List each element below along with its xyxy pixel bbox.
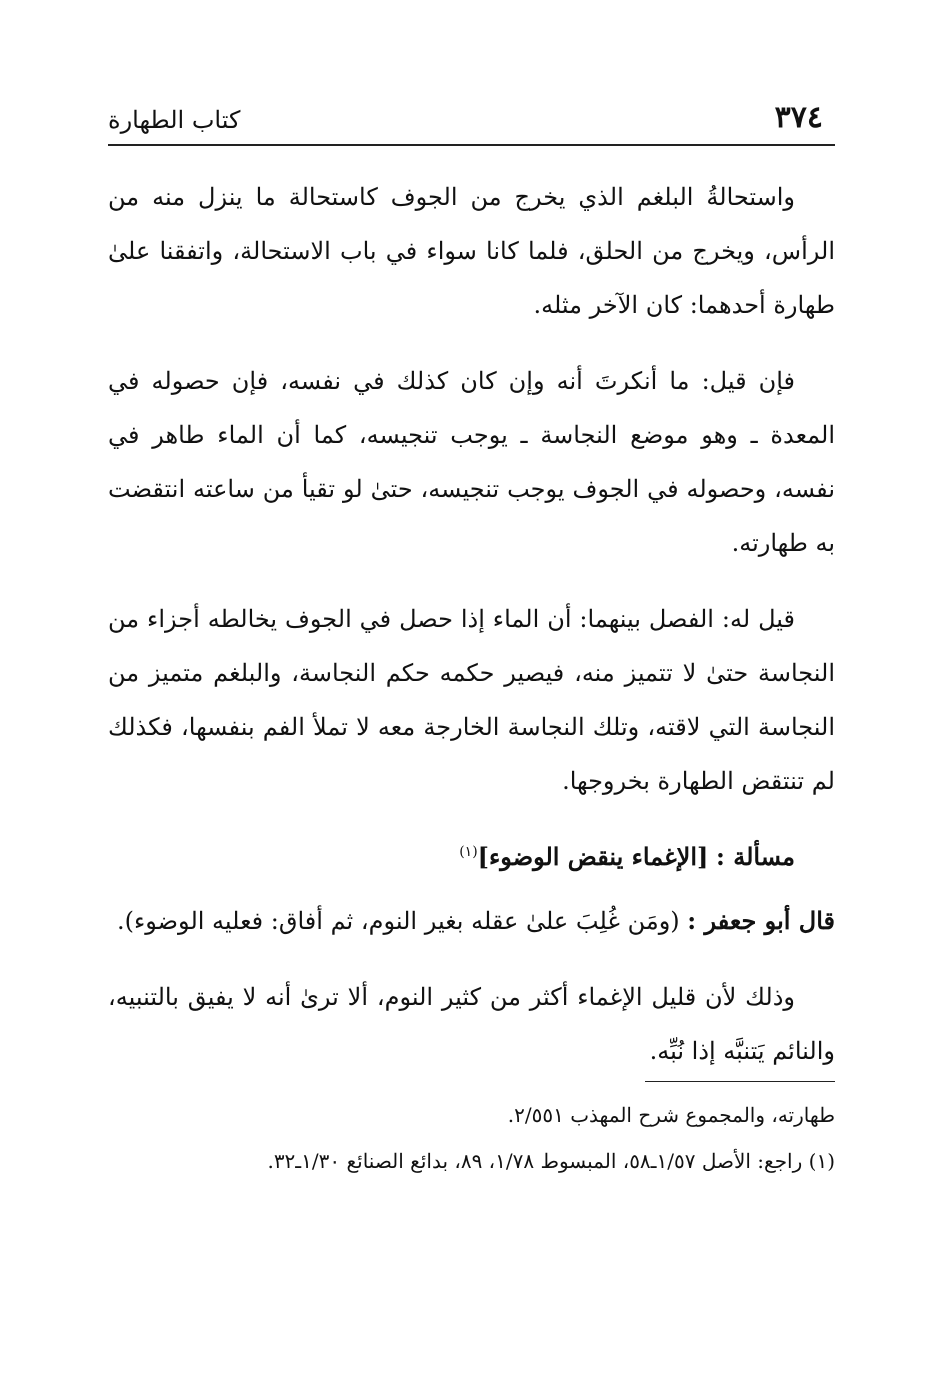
footnote-carry-over: طهارته، والمجموع شرح المهذب ٢/٥٥١. [507, 1103, 835, 1127]
footnote-1: (١) راجع: الأصل ١/٥٧ـ٥٨، المبسوط ١/٧٨، ٨٩، بدائع الصنائع ١/٣٠ـ٣٢. [267, 1149, 835, 1173]
masala-heading [108, 830, 835, 884]
masala-title: [الإغماء ينقض الوضوء] [477, 842, 709, 871]
paragraph-objection: فإن قيل: ما أنكرتَ أنه وإن كان كذلك في نفسه، فإن حصوله في المعدة ـ وهو موضع النجاسة ـ يوجب تنجيسه، كما أن الماء طاهر في نفسه، وحصوله في الجوف يوجب تنجيسه، حتىٰ لو تقيأ من ساعته انتقضت به طهارته. [108, 367, 835, 557]
footnote-ref-1: (١) [459, 844, 478, 860]
footnotes [108, 1094, 835, 1186]
paragraph-reply: قيل له: الفصل بينهما: أن الماء إذا حصل في الجوف يخالطه أجزاء من النجاسة حتىٰ لا تتميز منه، فيصير حكمه حكم النجاسة، والبلغم متميز من النجاسة التي لاقته، وتلك النجاسة الخارجة معه لا تملأ الفم بنفسها، فكذلك لم تنتقض الطهارة بخروجها. [108, 605, 835, 795]
paragraph-explanation: وذلك لأن قليل الإغماء أكثر من كثير النوم، ألا ترىٰ أنه لا يفيق بالتنبيه، والنائم يَتنبَّه إذا نُبِّه. [108, 983, 835, 1065]
paragraph-istihala: واستحالةُ البلغم الذي يخرج من الجوف كاستحالة ما ينزل منه من الرأس، ويخرج من الحلق، فلما كانا سواء في باب الاستحالة، واتفقنا علىٰ طهارة أحدهما: كان الآخر مثله. [108, 183, 835, 319]
page-header [108, 96, 835, 146]
footnote-divider [645, 1081, 835, 1082]
book-page [108, 0, 835, 1374]
page-number: ٣٧٤ [774, 100, 823, 135]
matn-text: (ومَن غُلِبَ علىٰ عقله بغير النوم، ثم أفاق: فعليه الوضوء). [116, 907, 680, 935]
running-title: كتاب الطهارة [108, 106, 241, 134]
paragraph-matn [108, 894, 835, 948]
qala-label: قال أبو جعفر : [687, 906, 835, 935]
main-text [108, 170, 835, 1100]
masala-label: مسألة : [716, 842, 795, 871]
